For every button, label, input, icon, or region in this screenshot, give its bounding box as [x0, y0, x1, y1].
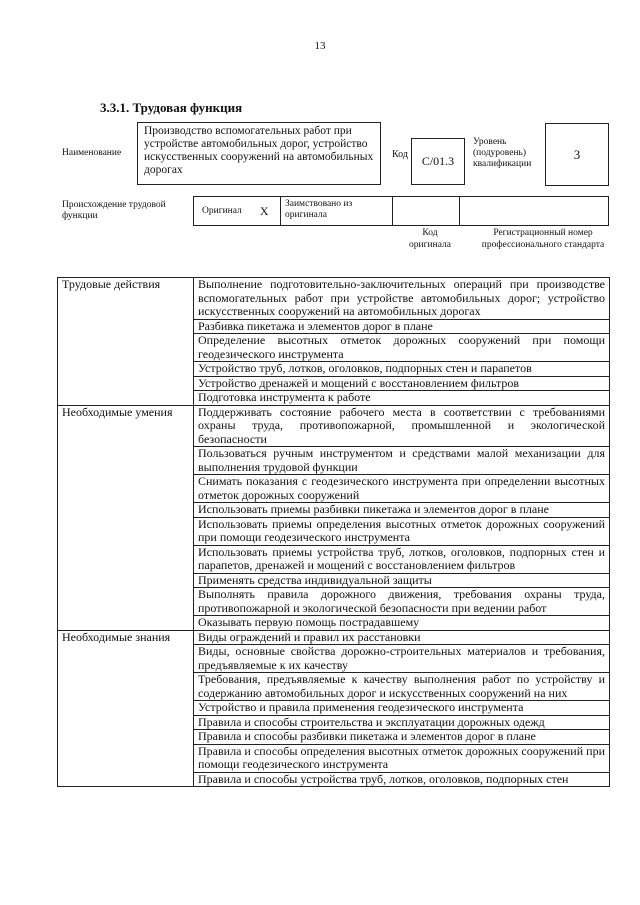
item-cell: Применять средства индивидуальной защиты — [194, 573, 610, 588]
table-row — [58, 405, 610, 447]
category-cell-empty — [58, 645, 194, 673]
item-cell: Правила и способы строительства и эксплуатации дорожных одежд — [194, 715, 610, 730]
category-cell: Необходимые знания — [58, 630, 194, 645]
item-cell: Устройство дренажей и мощений с восстановлением фильтров — [194, 376, 610, 391]
category-cell-empty — [58, 391, 194, 406]
code-original-label: Код оригинала — [409, 228, 451, 250]
code-label: Код — [392, 149, 408, 160]
category-cell-empty — [58, 334, 194, 362]
original-cell — [194, 197, 281, 225]
category-cell-empty — [58, 616, 194, 631]
table-row — [58, 503, 610, 518]
level-label — [473, 137, 543, 170]
item-cell: Правила и способы определения высотных отметок дорожных сооружений при помощи геодезического инструмента — [194, 744, 610, 772]
category-cell-empty — [58, 715, 194, 730]
table-row — [58, 278, 610, 320]
item-cell: Использовать приемы определения высотных отметок дорожных сооружений при помощи геодезического инструмента — [194, 517, 610, 545]
level-value: 3 — [545, 123, 609, 186]
section-title: 3.3.1. Трудовая функция — [100, 100, 243, 115]
name-value: Производство вспомогательных работ при устройстве автомобильных дорог, устройство искусственных сооружений на автомобильных дорогах — [137, 122, 381, 185]
category-cell-empty — [58, 730, 194, 745]
item-cell: Устройство и правила применения геодезического инструмента — [194, 701, 610, 716]
item-cell: Разбивка пикетажа и элементов дорог в плане — [194, 319, 610, 334]
origin-row — [193, 196, 609, 226]
table-row — [58, 517, 610, 545]
category-cell-empty — [58, 362, 194, 377]
table-row — [58, 391, 610, 406]
table-row — [58, 573, 610, 588]
table-row — [58, 616, 610, 631]
reg-number-cell — [460, 197, 608, 225]
category-cell-empty — [58, 744, 194, 772]
item-cell: Виды ограждений и правил их расстановки — [194, 630, 610, 645]
page-number: 13 — [314, 40, 326, 52]
item-cell: Использовать приемы разбивки пикетажа и элементов дорог в плане — [194, 503, 610, 518]
table-row — [58, 715, 610, 730]
category-cell-empty — [58, 701, 194, 716]
category-cell-empty — [58, 475, 194, 503]
origin-label: Происхождение трудовой функции — [62, 200, 166, 221]
table-row — [58, 588, 610, 616]
item-cell: Выполнять правила дорожного движения, требования охраны труда, противопожарной и экологической безопасности при ведении работ — [194, 588, 610, 616]
level-label-text: Уровень (подуровень) квалификации — [473, 137, 532, 169]
category-cell-empty — [58, 673, 194, 701]
function-table — [57, 277, 610, 787]
category-cell: Необходимые умения — [58, 405, 194, 447]
table-row — [58, 362, 610, 377]
category-cell-empty — [58, 376, 194, 391]
category-cell-empty — [58, 319, 194, 334]
category-cell: Трудовые действия — [58, 278, 194, 320]
table-row — [58, 545, 610, 573]
table-row — [58, 772, 610, 787]
item-cell: Поддерживать состояние рабочего места в соответствии с требованиями охраны труда, противопожарной, промышленной и экологической безопасности — [194, 405, 610, 447]
table-row — [58, 701, 610, 716]
table-row — [58, 645, 610, 673]
borrowed-cell: Заимствовано из оригинала — [281, 197, 393, 225]
table-row — [58, 673, 610, 701]
table-row — [58, 376, 610, 391]
category-cell-empty — [58, 447, 194, 475]
table-row — [58, 730, 610, 745]
table-row — [58, 447, 610, 475]
table-row — [58, 475, 610, 503]
item-cell: Правила и способы разбивки пикетажа и элементов дорог в плане — [194, 730, 610, 745]
reg-number-label: Регистрационный номер профессионального стандарта — [481, 228, 605, 250]
category-cell-empty — [58, 517, 194, 545]
original-mark: X — [259, 203, 269, 218]
item-cell: Пользоваться ручным инструментом и средствами малой механизации для выполнения трудовой функции — [194, 447, 610, 475]
table-row — [58, 334, 610, 362]
original-label: Оригинал — [202, 206, 242, 216]
item-cell: Выполнение подготовительно-заключительных операций при производстве вспомогательных работ при устройстве автомобильных дорог; устройство искусственных сооружений на автомобильных дорогах — [194, 278, 610, 320]
item-cell: Устройство труб, лотков, оголовков, подпорных стен и парапетов — [194, 362, 610, 377]
item-cell: Требования, предъявляемые к качеству выполнения работ по устройству и содержанию автомобильных дорог и искусственных сооружений на них — [194, 673, 610, 701]
name-label: Наименование — [62, 148, 122, 158]
category-cell-empty — [58, 573, 194, 588]
table-row — [58, 744, 610, 772]
item-cell: Оказывать первую помощь пострадавшему — [194, 616, 610, 631]
category-cell-empty — [58, 588, 194, 616]
table-row — [58, 630, 610, 645]
item-cell: Определение высотных отметок дорожных сооружений при помощи геодезического инструмента — [194, 334, 610, 362]
code-original-cell — [393, 197, 460, 225]
category-cell-empty — [58, 772, 194, 787]
category-cell-empty — [58, 545, 194, 573]
item-cell: Снимать показания с геодезического инструмента при определении высотных отметок дорожных сооружений — [194, 475, 610, 503]
code-value: С/01.3 — [411, 138, 465, 185]
item-cell: Виды, основные свойства дорожно-строительных материалов и требования, предъявляемые к их качеству — [194, 645, 610, 673]
table-row — [58, 319, 610, 334]
item-cell: Подготовка инструмента к работе — [194, 391, 610, 406]
item-cell: Использовать приемы устройства труб, лотков, оголовков, подпорных стен и парапетов, дренажей и мощений с восстановлением фильтров — [194, 545, 610, 573]
category-cell-empty — [58, 503, 194, 518]
item-cell: Правила и способы устройства труб, лотков, оголовков, подпорных стен — [194, 772, 610, 787]
